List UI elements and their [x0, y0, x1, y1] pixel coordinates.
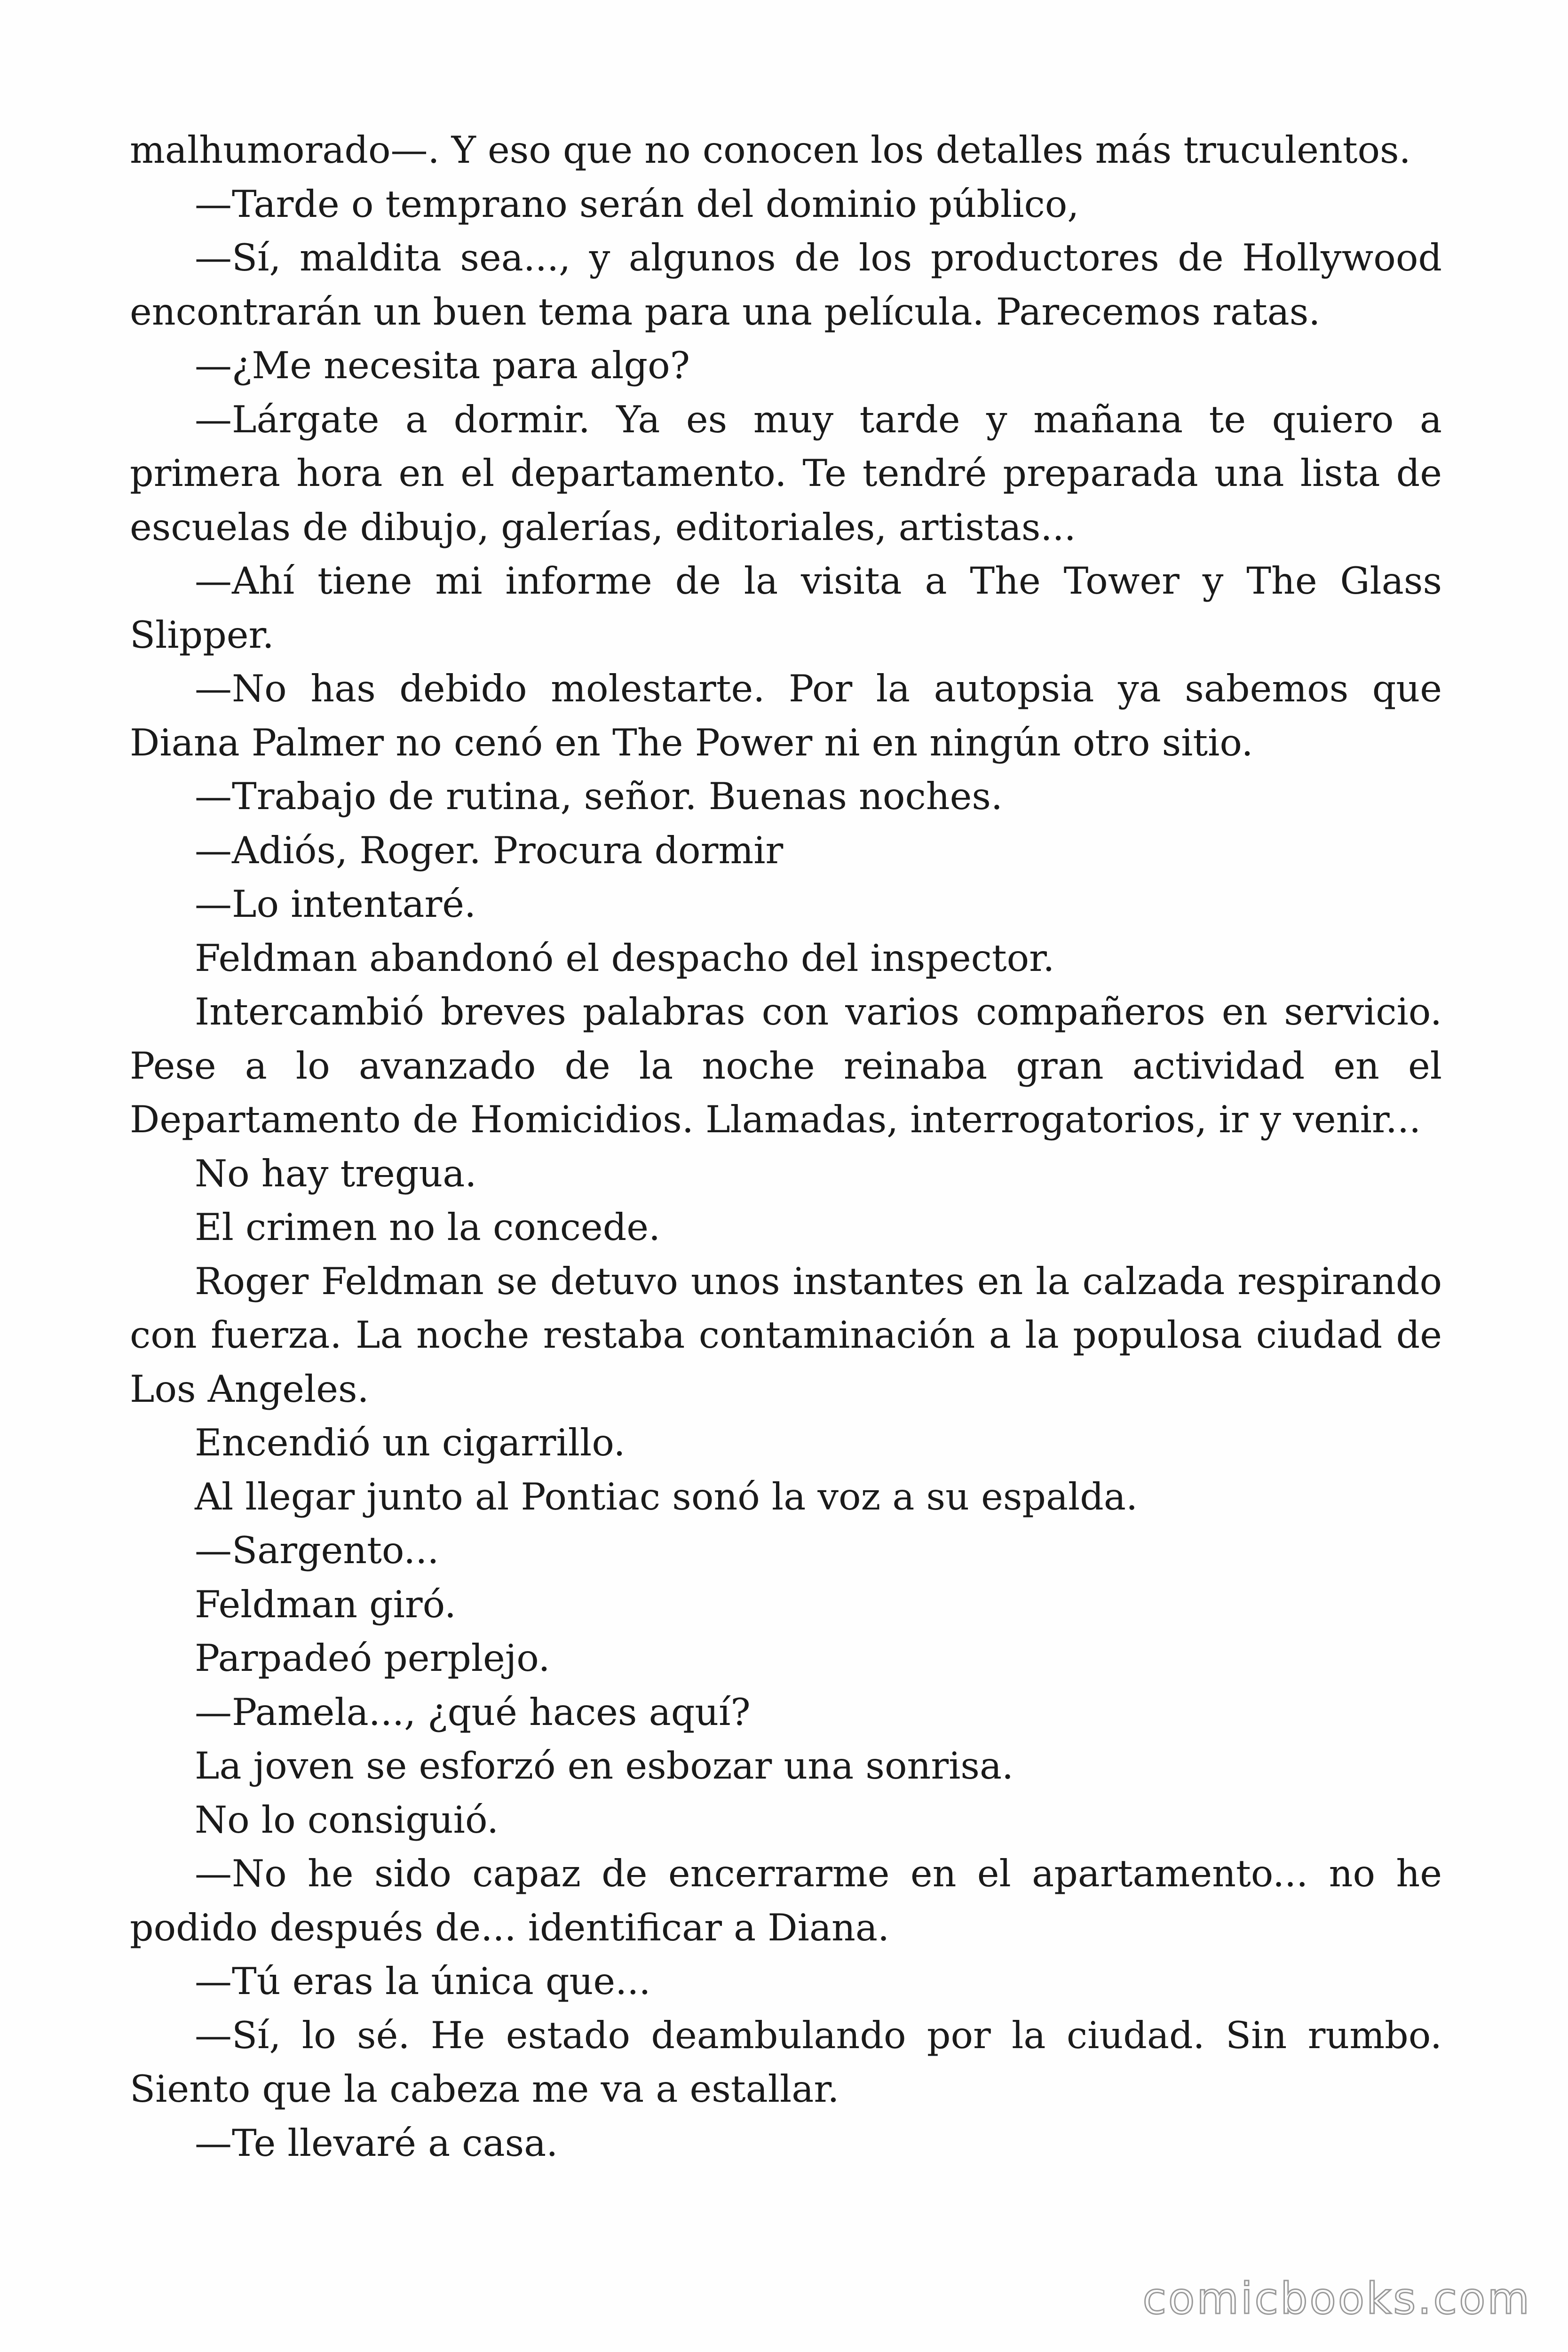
paragraph: No hay tregua.	[195, 1152, 477, 1195]
paragraph: No lo consiguió.	[195, 1798, 499, 1842]
paragraph: —Sí, maldita sea..., y algunos de los productores de Hollywood encontrarán un buen tema para una película. Parecemos ratas.	[130, 236, 1442, 334]
paragraph: Roger Feldman se detuvo unos instantes en la calzada respirando con fuerza. La noche restaba contaminación a la populosa ciudad de Los Angeles.	[130, 1259, 1442, 1411]
paragraph: malhumorado—. Y eso que no conocen los detalles más truculentos.	[130, 128, 1411, 172]
paragraph: —Te llevaré a casa.	[195, 2121, 558, 2165]
paragraph: —¿Me necesita para algo?	[195, 344, 690, 387]
paragraph: —Ahí tiene mi informe de la visita a The Tower y The Glass Slipper.	[130, 559, 1442, 657]
paragraph: —No has debido molestarte. Por la autopsia ya sabemos que Diana Palmer no cenó en The Power ni en ningún otro sitio.	[130, 667, 1442, 764]
paragraph: —Lárgate a dormir. Ya es muy tarde y mañana te quiero a primera hora en el departamento. Te tendré preparada una lista de escuelas de dibujo, galerías, editoriales, artistas...	[130, 397, 1442, 549]
paragraph: Parpadeó perplejo.	[195, 1637, 550, 1680]
paragraph: Feldman giró.	[195, 1582, 456, 1626]
paragraph: La joven se esforzó en esbozar una sonrisa.	[195, 1744, 1014, 1788]
paragraph: —Sí, lo sé. He estado deambulando por la ciudad. Sin rumbo. Siento que la cabeza me va a estallar.	[130, 2013, 1442, 2111]
paragraph: —Tarde o temprano serán del dominio público,	[195, 182, 1079, 226]
watermark: comicbooks.com	[1142, 2273, 1531, 2324]
paragraph: —Tú eras la única que...	[195, 1960, 651, 2003]
body-text	[130, 123, 1442, 2170]
paragraph: El crimen no la concede.	[195, 1206, 661, 1249]
paragraph: —No he sido capaz de encerrarme en el apartamento... no he podido después de... identificar a Diana.	[130, 1852, 1442, 1949]
paragraph: Al llegar junto al Pontiac sonó la voz a su espalda.	[195, 1475, 1138, 1518]
paragraph: —Sargento...	[195, 1529, 439, 1572]
paragraph: Intercambió breves palabras con varios compañeros en servicio. Pese a lo avanzado de la noche reinaba gran actividad en el Departamento de Homicidios. Llamadas, interrogatorios, ir y venir...	[130, 990, 1442, 1141]
paragraph: —Adiós, Roger. Procura dormir	[195, 828, 784, 872]
paragraph: —Lo intentaré.	[195, 882, 476, 926]
paragraph: —Trabajo de rutina, señor. Buenas noches.	[195, 775, 1003, 818]
paragraph: Feldman abandonó el despacho del inspector.	[195, 936, 1055, 980]
paragraph: Encendió un cigarrillo.	[195, 1421, 626, 1464]
paragraph: —Pamela..., ¿qué haces aquí?	[195, 1690, 751, 1734]
